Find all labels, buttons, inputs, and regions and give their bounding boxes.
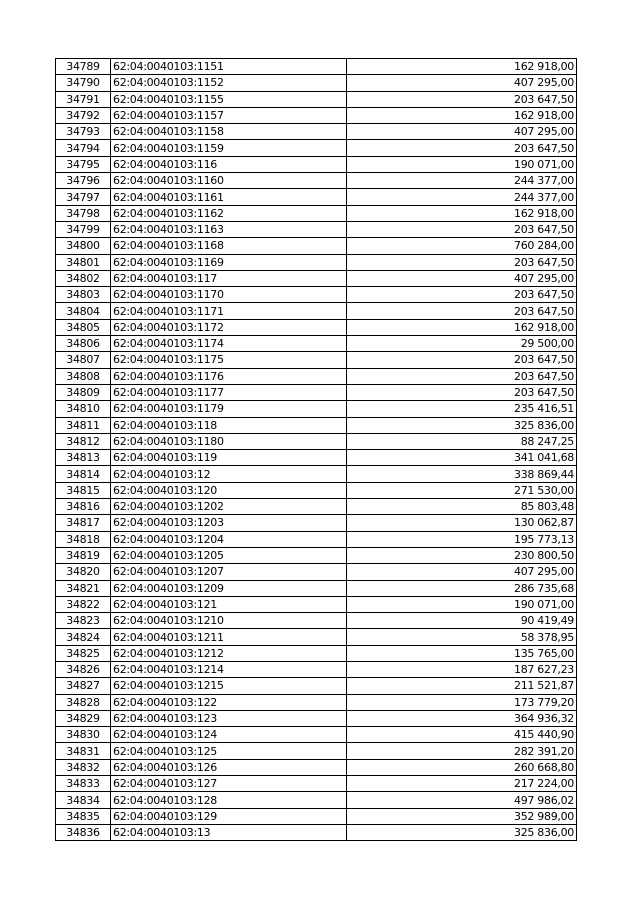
cadastral-value-cell: 162 918,00	[347, 59, 577, 75]
cadastral-value-cell: 407 295,00	[347, 270, 577, 286]
cadastral-number-cell: 62:04:0040103:1162	[111, 205, 347, 221]
cadastral-value-cell: 162 918,00	[347, 107, 577, 123]
cadastral-value-cell: 135 765,00	[347, 645, 577, 661]
table-row	[56, 417, 577, 433]
cadastral-number-cell: 62:04:0040103:129	[111, 808, 347, 824]
cadastral-number-cell: 62:04:0040103:12	[111, 466, 347, 482]
table-row	[56, 808, 577, 824]
cadastral-value-cell: 203 647,50	[347, 352, 577, 368]
table-row	[56, 499, 577, 515]
cadastral-number-cell: 62:04:0040103:1172	[111, 319, 347, 335]
table-row	[56, 759, 577, 775]
cadastral-number-cell: 62:04:0040103:1203	[111, 515, 347, 531]
table-row	[56, 303, 577, 319]
table-row	[56, 743, 577, 759]
table-row	[56, 401, 577, 417]
cadastral-number-cell: 62:04:0040103:122	[111, 694, 347, 710]
table-row	[56, 319, 577, 335]
row-number-cell: 34808	[56, 368, 111, 384]
table-row	[56, 547, 577, 563]
cadastral-number-cell: 62:04:0040103:1155	[111, 91, 347, 107]
table-body	[56, 59, 577, 841]
row-number-cell: 34824	[56, 629, 111, 645]
row-number-cell: 34804	[56, 303, 111, 319]
row-number-cell: 34795	[56, 156, 111, 172]
row-number-cell: 34802	[56, 270, 111, 286]
cadastral-number-cell: 62:04:0040103:1176	[111, 368, 347, 384]
cadastral-value-cell: 407 295,00	[347, 564, 577, 580]
cadastral-number-cell: 62:04:0040103:126	[111, 759, 347, 775]
row-number-cell: 34811	[56, 417, 111, 433]
cadastral-number-cell: 62:04:0040103:127	[111, 776, 347, 792]
table-row	[56, 238, 577, 254]
cadastral-number-cell: 62:04:0040103:1174	[111, 336, 347, 352]
table-row	[56, 336, 577, 352]
row-number-cell: 34836	[56, 824, 111, 840]
cadastral-value-cell: 203 647,50	[347, 287, 577, 303]
table-row	[56, 433, 577, 449]
cadastral-number-cell: 62:04:0040103:1171	[111, 303, 347, 319]
table-row	[56, 287, 577, 303]
table-row	[56, 368, 577, 384]
table-row	[56, 270, 577, 286]
cadastral-number-cell: 62:04:0040103:1159	[111, 140, 347, 156]
table-row	[56, 221, 577, 237]
cadastral-number-cell: 62:04:0040103:1170	[111, 287, 347, 303]
cadastral-value-cell: 90 419,49	[347, 613, 577, 629]
cadastral-value-cell: 217 224,00	[347, 776, 577, 792]
cadastral-number-cell: 62:04:0040103:1161	[111, 189, 347, 205]
cadastral-value-cell: 260 668,80	[347, 759, 577, 775]
table-row	[56, 824, 577, 840]
cadastral-number-cell: 62:04:0040103:1160	[111, 173, 347, 189]
table-row	[56, 91, 577, 107]
table-row	[56, 727, 577, 743]
row-number-cell: 34817	[56, 515, 111, 531]
row-number-cell: 34796	[56, 173, 111, 189]
cadastral-number-cell: 62:04:0040103:1157	[111, 107, 347, 123]
table-row	[56, 352, 577, 368]
cadastral-value-cell: 352 989,00	[347, 808, 577, 824]
cadastral-number-cell: 62:04:0040103:1179	[111, 401, 347, 417]
cadastral-number-cell: 62:04:0040103:116	[111, 156, 347, 172]
cadastral-value-cell: 203 647,50	[347, 384, 577, 400]
row-number-cell: 34806	[56, 336, 111, 352]
cadastral-number-cell: 62:04:0040103:1175	[111, 352, 347, 368]
table-row	[56, 596, 577, 612]
table-row	[56, 515, 577, 531]
table-row	[56, 792, 577, 808]
cadastral-value-cell: 173 779,20	[347, 694, 577, 710]
cadastral-value-cell: 415 440,90	[347, 727, 577, 743]
row-number-cell: 34799	[56, 221, 111, 237]
row-number-cell: 34800	[56, 238, 111, 254]
cadastral-value-cell: 211 521,87	[347, 678, 577, 694]
cadastral-number-cell: 62:04:0040103:1207	[111, 564, 347, 580]
cadastral-value-cell: 271 530,00	[347, 482, 577, 498]
table-row	[56, 384, 577, 400]
table-row	[56, 613, 577, 629]
table-row	[56, 156, 577, 172]
table-row	[56, 466, 577, 482]
row-number-cell: 34829	[56, 710, 111, 726]
row-number-cell: 34828	[56, 694, 111, 710]
row-number-cell: 34816	[56, 499, 111, 515]
cadastral-value-cell: 190 071,00	[347, 156, 577, 172]
row-number-cell: 34830	[56, 727, 111, 743]
table-row	[56, 531, 577, 547]
table-row	[56, 205, 577, 221]
row-number-cell: 34798	[56, 205, 111, 221]
row-number-cell: 34789	[56, 59, 111, 75]
cadastral-number-cell: 62:04:0040103:1180	[111, 433, 347, 449]
row-number-cell: 34826	[56, 661, 111, 677]
row-number-cell: 34814	[56, 466, 111, 482]
cadastral-value-cell: 130 062,87	[347, 515, 577, 531]
cadastral-value-cell: 203 647,50	[347, 303, 577, 319]
row-number-cell: 34831	[56, 743, 111, 759]
cadastral-number-cell: 62:04:0040103:1177	[111, 384, 347, 400]
cadastral-value-cell: 187 627,23	[347, 661, 577, 677]
table-row	[56, 140, 577, 156]
cadastral-number-cell: 62:04:0040103:125	[111, 743, 347, 759]
cadastral-number-cell: 62:04:0040103:1158	[111, 124, 347, 140]
cadastral-number-cell: 62:04:0040103:1168	[111, 238, 347, 254]
row-number-cell: 34790	[56, 75, 111, 91]
row-number-cell: 34820	[56, 564, 111, 580]
cadastral-value-table	[55, 58, 577, 841]
row-number-cell: 34797	[56, 189, 111, 205]
cadastral-number-cell: 62:04:0040103:123	[111, 710, 347, 726]
cadastral-number-cell: 62:04:0040103:1211	[111, 629, 347, 645]
cadastral-value-cell: 407 295,00	[347, 75, 577, 91]
table-row	[56, 694, 577, 710]
table-row	[56, 629, 577, 645]
row-number-cell: 34834	[56, 792, 111, 808]
table-row	[56, 254, 577, 270]
cadastral-number-cell: 62:04:0040103:1204	[111, 531, 347, 547]
row-number-cell: 34821	[56, 580, 111, 596]
cadastral-value-cell: 230 800,50	[347, 547, 577, 563]
cadastral-value-cell: 325 836,00	[347, 824, 577, 840]
cadastral-value-cell: 203 647,50	[347, 221, 577, 237]
cadastral-value-cell: 244 377,00	[347, 189, 577, 205]
row-number-cell: 34812	[56, 433, 111, 449]
cadastral-value-cell: 190 071,00	[347, 596, 577, 612]
cadastral-number-cell: 62:04:0040103:13	[111, 824, 347, 840]
cadastral-value-cell: 85 803,48	[347, 499, 577, 515]
row-number-cell: 34805	[56, 319, 111, 335]
table-row	[56, 75, 577, 91]
cadastral-value-cell: 497 986,02	[347, 792, 577, 808]
table-row	[56, 124, 577, 140]
cadastral-value-cell: 235 416,51	[347, 401, 577, 417]
table-row	[56, 107, 577, 123]
cadastral-value-cell: 364 936,32	[347, 710, 577, 726]
table-row	[56, 661, 577, 677]
cadastral-value-cell: 203 647,50	[347, 254, 577, 270]
cadastral-value-cell: 338 869,44	[347, 466, 577, 482]
row-number-cell: 34819	[56, 547, 111, 563]
row-number-cell: 34803	[56, 287, 111, 303]
cadastral-value-cell: 282 391,20	[347, 743, 577, 759]
row-number-cell: 34825	[56, 645, 111, 661]
cadastral-value-cell: 760 284,00	[347, 238, 577, 254]
cadastral-number-cell: 62:04:0040103:1205	[111, 547, 347, 563]
row-number-cell: 34815	[56, 482, 111, 498]
table-row	[56, 59, 577, 75]
row-number-cell: 34793	[56, 124, 111, 140]
cadastral-number-cell: 62:04:0040103:1202	[111, 499, 347, 515]
cadastral-number-cell: 62:04:0040103:1169	[111, 254, 347, 270]
table-row	[56, 482, 577, 498]
row-number-cell: 34807	[56, 352, 111, 368]
row-number-cell: 34823	[56, 613, 111, 629]
cadastral-number-cell: 62:04:0040103:124	[111, 727, 347, 743]
cadastral-number-cell: 62:04:0040103:1151	[111, 59, 347, 75]
cadastral-value-cell: 341 041,68	[347, 450, 577, 466]
cadastral-value-cell: 407 295,00	[347, 124, 577, 140]
cadastral-number-cell: 62:04:0040103:1210	[111, 613, 347, 629]
cadastral-value-cell: 203 647,50	[347, 91, 577, 107]
cadastral-value-cell: 162 918,00	[347, 319, 577, 335]
row-number-cell: 34809	[56, 384, 111, 400]
row-number-cell: 34794	[56, 140, 111, 156]
cadastral-value-cell: 203 647,50	[347, 368, 577, 384]
table-row	[56, 173, 577, 189]
cadastral-number-cell: 62:04:0040103:1163	[111, 221, 347, 237]
table-row	[56, 580, 577, 596]
row-number-cell: 34791	[56, 91, 111, 107]
cadastral-value-cell: 195 773,13	[347, 531, 577, 547]
cadastral-number-cell: 62:04:0040103:1214	[111, 661, 347, 677]
row-number-cell: 34810	[56, 401, 111, 417]
cadastral-number-cell: 62:04:0040103:118	[111, 417, 347, 433]
cadastral-value-cell: 286 735,68	[347, 580, 577, 596]
table-row	[56, 645, 577, 661]
row-number-cell: 34792	[56, 107, 111, 123]
cadastral-number-cell: 62:04:0040103:1215	[111, 678, 347, 694]
cadastral-value-cell: 162 918,00	[347, 205, 577, 221]
cadastral-number-cell: 62:04:0040103:128	[111, 792, 347, 808]
row-number-cell: 34827	[56, 678, 111, 694]
cadastral-value-cell: 88 247,25	[347, 433, 577, 449]
cadastral-value-cell: 58 378,95	[347, 629, 577, 645]
table-row	[56, 564, 577, 580]
row-number-cell: 34818	[56, 531, 111, 547]
cadastral-number-cell: 62:04:0040103:1209	[111, 580, 347, 596]
cadastral-value-cell: 244 377,00	[347, 173, 577, 189]
row-number-cell: 34822	[56, 596, 111, 612]
cadastral-number-cell: 62:04:0040103:121	[111, 596, 347, 612]
table-row	[56, 189, 577, 205]
cadastral-number-cell: 62:04:0040103:1212	[111, 645, 347, 661]
row-number-cell: 34801	[56, 254, 111, 270]
row-number-cell: 34833	[56, 776, 111, 792]
row-number-cell: 34832	[56, 759, 111, 775]
table-row	[56, 450, 577, 466]
cadastral-number-cell: 62:04:0040103:117	[111, 270, 347, 286]
table-row	[56, 678, 577, 694]
table-row	[56, 710, 577, 726]
cadastral-number-cell: 62:04:0040103:120	[111, 482, 347, 498]
table-row	[56, 776, 577, 792]
cadastral-value-cell: 203 647,50	[347, 140, 577, 156]
row-number-cell: 34813	[56, 450, 111, 466]
row-number-cell: 34835	[56, 808, 111, 824]
cadastral-number-cell: 62:04:0040103:119	[111, 450, 347, 466]
cadastral-value-cell: 29 500,00	[347, 336, 577, 352]
cadastral-value-cell: 325 836,00	[347, 417, 577, 433]
cadastral-number-cell: 62:04:0040103:1152	[111, 75, 347, 91]
